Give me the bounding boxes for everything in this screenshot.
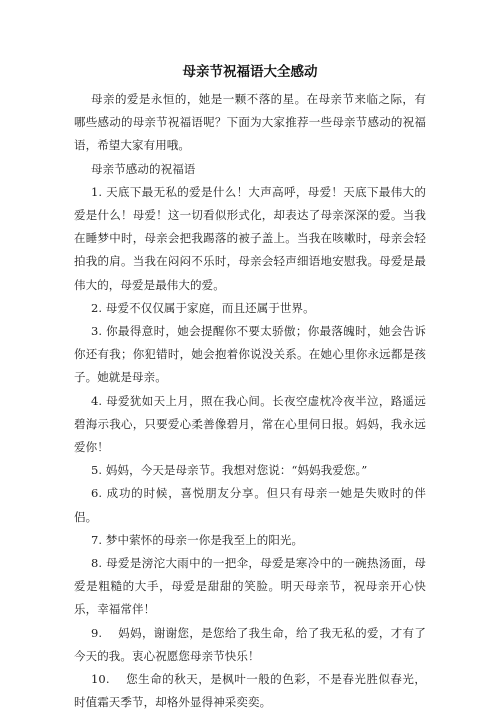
wish-item-3: 3. 你最得意时，她会提醒你不要太骄傲；你最落魄时，她会告诉你还有我；你犯错时，她会抱着你说没关系。在她心里你永远都是孩子。她就是母亲。 (74, 324, 426, 385)
wish-item-4: 4. 母爱犹如天上月，照在我心间。长夜空虚枕冷夜半泣，路遥远碧海示我心，只要爱心柔善像碧月，常在心里伺日报。妈妈，我永远爱你！ (74, 393, 426, 455)
section-heading: 母亲节感动的祝福语 (91, 161, 196, 176)
wish-item-2: 2. 母爱不仅仅属于家庭，而且还属于世界。 (91, 300, 315, 315)
document-body (74, 88, 426, 714)
wish-item-1: 1. 天底下最无私的爱是什么！大声高呼，母爱！天底下最伟大的爱是什么！母爱！这一切看似形式化，却表达了母亲深深的爱。当我在睡梦中时，母亲会把我踢落的被子盖上。当我在咳嗽时，母亲会轻拍我的肩。当我在闷闷不乐时，母亲会轻声细语地安慰我。母爱是最伟大的，母爱是最伟大的爱。 (74, 184, 426, 292)
wish-item-6: 6. 成功的时候，喜悦朋友分享。但只有母亲一她是失败时的伴侣。 (74, 486, 426, 524)
document-title: 母亲节祝福语大全感动 (182, 64, 318, 80)
wish-item-8: 8. 母爱是滂沱大雨中的一把伞，母爱是寒冷中的一碗热汤面，母爱是粗糙的大手，母爱是甜甜的笑脸。明天母亲节，祝母亲开心快乐，幸福常伴！ (74, 556, 426, 617)
wish-item-9: 9. 妈妈，谢谢您，是您给了我生命，给了我无私的爱，才有了今天的我。衷心祝愿您母亲节快乐！ (74, 625, 426, 663)
wish-item-7: 7. 梦中萦怀的母亲一你是我至上的阳光。 (91, 532, 304, 547)
intro-paragraph: 母亲的爱是永恒的，她是一颗不落的星。在母亲节来临之际，有哪些感动的母亲节祝福语呢？下面为大家推荐一些母亲节感动的祝福语，希望大家有用哦。 (74, 92, 426, 153)
wish-item-5: 5. 妈妈，今天是母亲节。我想对您说：“妈妈我爱您。” (91, 463, 368, 478)
wish-item-10: 10. 您生命的秋天，是枫叶一般的色彩，不是春光胜似春光，时值霜天季节，却格外显得神采奕奕。 (74, 672, 426, 710)
